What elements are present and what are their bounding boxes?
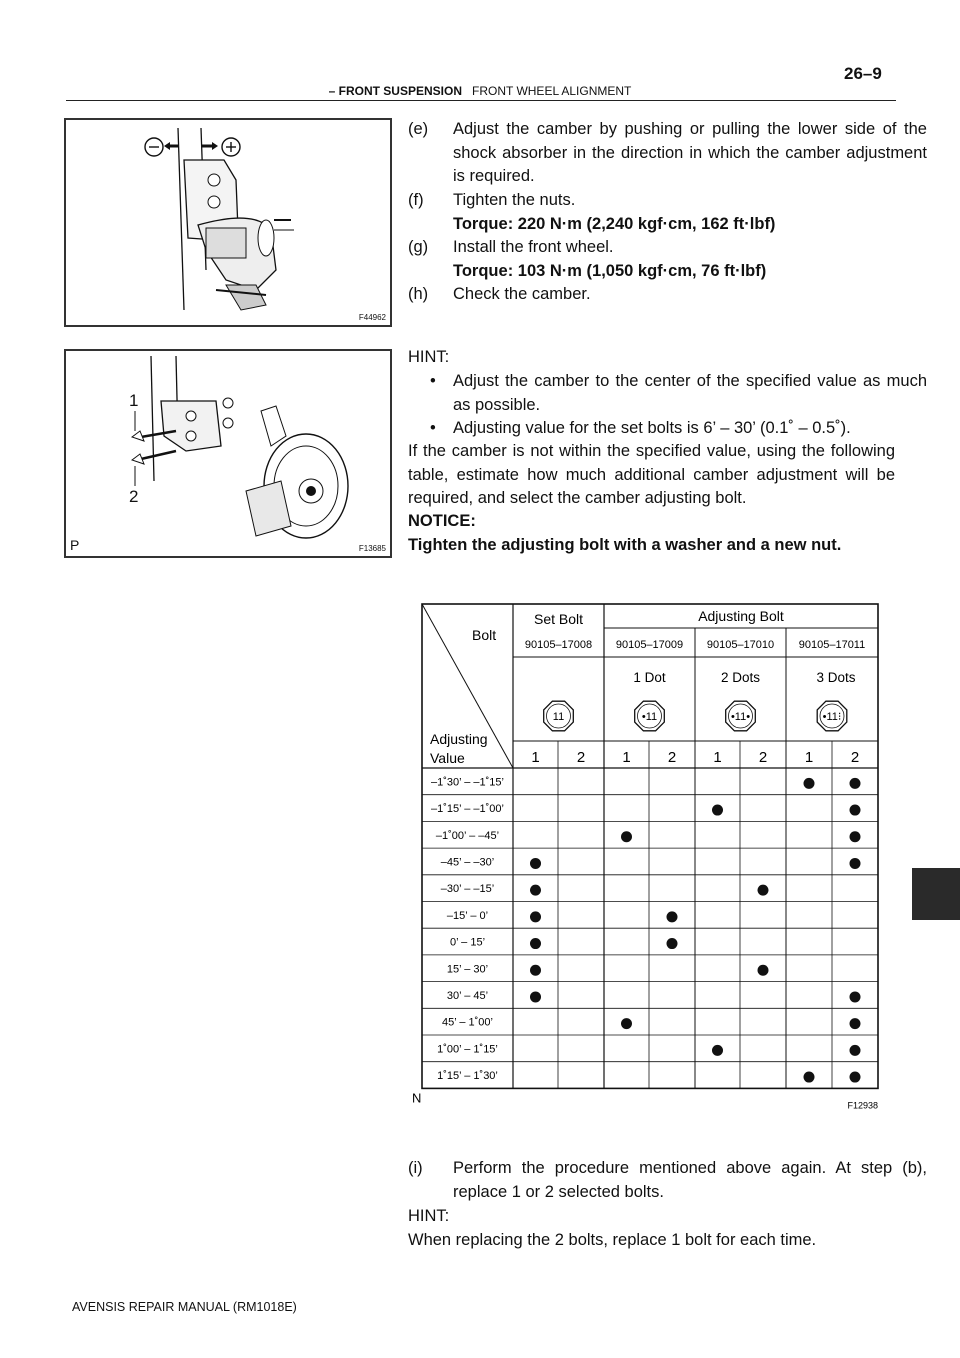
notice-title: NOTICE: [408, 512, 476, 530]
selection-dot [621, 831, 632, 842]
sub-column-number: 1 [622, 749, 631, 766]
selection-dot [530, 991, 541, 1002]
step-label: (f) [408, 191, 424, 209]
torque-spec: Torque: 103 N·m (1,050 kgf·cm, 76 ft·lbf) [453, 261, 767, 280]
selection-dot [850, 1072, 861, 1083]
part-number: 90105–17008 [524, 639, 593, 651]
selection-dot [850, 991, 861, 1002]
step-label: (i) [408, 1159, 423, 1177]
sub-column-number: 2 [758, 749, 768, 766]
notice-text: Tighten the adjusting bolt with a washer and a new nut. [408, 536, 842, 554]
bullet-icon: • [430, 419, 436, 437]
bolt-location-illustration [66, 351, 390, 556]
selection-dot [758, 965, 769, 976]
step-text: Install the front wheel. [453, 238, 614, 256]
selection-dot [850, 805, 861, 816]
figure-corner-letter: P [70, 537, 80, 553]
step-f [408, 189, 928, 237]
section-title: – FRONT SUSPENSION [328, 84, 462, 98]
bullet-text: Adjust the camber to the center of the specified value as much as possible. [453, 372, 927, 414]
selection-dot [850, 858, 861, 869]
adjusting-value: 0’ – 15’ [449, 936, 486, 949]
bolt-head-mark: •11 [641, 711, 658, 723]
step-g [408, 236, 928, 284]
table-corner-letter: N [412, 1090, 422, 1106]
selection-dot [850, 778, 861, 789]
running-header [0, 84, 960, 98]
callout-1: 1 [129, 391, 139, 410]
step-label: (g) [408, 238, 429, 256]
sub-column-number: 1 [713, 749, 722, 766]
selection-dot [530, 938, 541, 949]
selection-dot [530, 911, 541, 922]
step-text: Check the camber. [453, 285, 591, 303]
step-e [408, 118, 928, 190]
adjusting-value: –1˚15’ – –1˚00’ [431, 803, 504, 816]
adjusting-value: 1˚15’ – 1˚30’ [437, 1070, 498, 1083]
corner-bolt-label: Bolt [472, 627, 497, 643]
page-number: 26–9 [844, 64, 882, 83]
dot-count-label: 2 Dots [720, 670, 761, 685]
hint-title: HINT: [408, 348, 450, 366]
sub-column-number: 2 [667, 749, 677, 766]
selection-dot [850, 1018, 861, 1029]
part-number: 90105–17010 [706, 639, 775, 651]
section-tab [912, 868, 960, 920]
bolt-head-mark: 11 [552, 711, 565, 723]
selection-dot [530, 858, 541, 869]
selection-dot [667, 911, 678, 922]
selection-dot [804, 778, 815, 789]
torque-spec: Torque: 220 N·m (2,240 kgf·cm, 162 ft·lbf) [453, 214, 776, 233]
selection-dot [758, 885, 769, 896]
step-text: Adjust the camber by pushing or pulling the lower side of the shock absorber in the direction in which the camber adjustment is required. [453, 120, 927, 185]
selection-dot [667, 938, 678, 949]
dot-count-label: 3 Dots [816, 670, 856, 685]
header-rule [66, 100, 896, 101]
adjusting-value: –30’ – –15’ [440, 883, 495, 896]
bullet-icon: • [430, 372, 436, 390]
adjusting-value: –1˚30’ – –1˚15’ [431, 776, 504, 789]
figure-camber-adjust [64, 118, 392, 327]
adjusting-value: –15’ – 0’ [446, 909, 489, 922]
adjusting-value: 45’ – 1˚00’ [442, 1016, 493, 1029]
selection-dot [621, 1018, 632, 1029]
figure-bolt-locations [64, 349, 392, 558]
adjusting-bolt-header: Adjusting Bolt [698, 608, 784, 624]
part-number: 90105–17009 [615, 639, 684, 651]
selection-dot [712, 1045, 723, 1056]
hint-paragraph: If the camber is not within the specified value, using the following table, estimate how much additional camber adjustment will be required, and select the camber adjusting bolt. [408, 442, 895, 507]
adjusting-value: 1˚00’ – 1˚15’ [437, 1043, 498, 1056]
selection-dot [804, 1072, 815, 1083]
plus-sign-label [69, 121, 70, 122]
selection-dot [530, 965, 541, 976]
adjusting-value: –1˚00’ – –45’ [435, 829, 500, 842]
selection-dot [530, 885, 541, 896]
corner-adjusting-label: Adjusting [430, 731, 488, 747]
step-label: (e) [408, 120, 429, 138]
footer-manual-id: AVENSIS REPAIR MANUAL (RM1018E) [72, 1300, 297, 1314]
sub-column-number: 1 [804, 749, 814, 766]
figure-code: F44962 [358, 313, 386, 322]
hint2-title: HINT: [408, 1207, 450, 1225]
callout-2: 2 [129, 487, 139, 506]
hint-bullet [408, 370, 928, 417]
hint2-text: When replacing the 2 bolts, replace 1 bolt for each time. [408, 1231, 817, 1249]
sub-column-number: 2 [576, 749, 586, 766]
adjusting-value: 15’ – 30’ [446, 963, 489, 976]
minus-sign-label [67, 121, 68, 122]
subsection-title: FRONT WHEEL ALIGNMENT [472, 84, 632, 98]
selection-dot [712, 805, 723, 816]
set-bolt-header: Set Bolt [533, 611, 584, 627]
camber-bolt-table-svg [410, 596, 896, 1132]
adjusting-value: –45’ – –30’ [440, 856, 495, 869]
step-label: (h) [408, 285, 429, 303]
step-i [408, 1157, 928, 1205]
bullet-text: Adjusting value for the set bolts is 6’ – 30’ (0.1˚ – 0.5˚). [453, 419, 851, 437]
bolt-head-mark: •11⁝ [822, 711, 842, 723]
selection-dot [850, 1045, 861, 1056]
step-text: Tighten the nuts. [453, 191, 576, 209]
dot-count-label: 1 Dot [633, 670, 666, 685]
table-figure-code: F12938 [847, 1100, 878, 1111]
corner-value-label: Value [430, 750, 465, 766]
sub-column-number: 2 [850, 749, 860, 766]
adjusting-value: 30’ – 45’ [446, 989, 489, 1002]
sub-column-number: 1 [531, 749, 540, 766]
step-text: Perform the procedure mentioned above again. At step (b), replace 1 or 2 selected bolts. [453, 1159, 927, 1201]
bolt-head-mark: •11• [730, 711, 751, 723]
camber-bolt-table [410, 596, 896, 1132]
figure-code: F13685 [358, 544, 386, 553]
selection-dot [850, 831, 861, 842]
hint-bullet [408, 417, 928, 441]
step-h [408, 283, 928, 307]
camber-adjust-illustration [66, 120, 390, 325]
part-number: 90105–17011 [798, 639, 866, 651]
